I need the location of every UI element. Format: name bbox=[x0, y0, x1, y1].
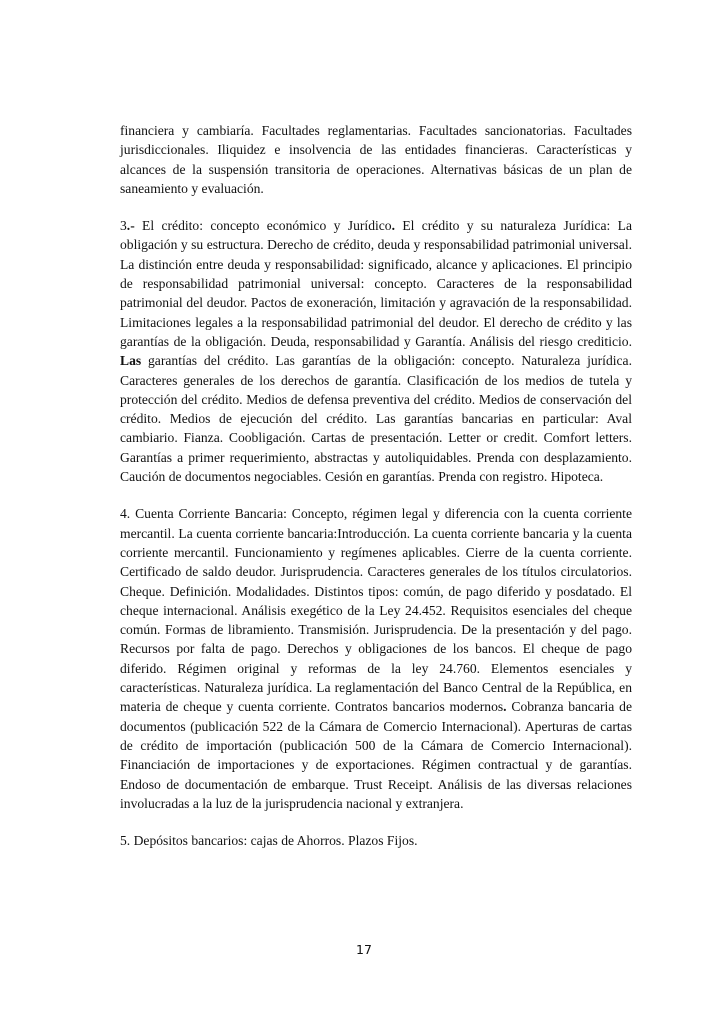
page-number: 17 bbox=[356, 942, 372, 957]
paragraph-section-3 bbox=[120, 216, 632, 486]
section-3-text-continued: garantías del crédito. Las garantías de la obligación: concepto. Naturaleza jurídica. Caracteres generales de los derechos de garantía. Clasificación de los medios de tutela y protección del crédito. Medios de defensa preventiva del crédito. Medios de conservación del crédito. Medios de ejecución del crédito. Las garantías bancarias en particular: Aval cambiario. Fianza. Coobligación. Cartas de presentación. Letter or credit. Comfort letters. Garantías a primer requerimiento, abstractas y autoliquidables. Prenda con desplazamiento. Caución de documentos negociables. Cesión en garantías. Prenda con registro. Hipoteca. bbox=[120, 353, 632, 485]
section-4-text: 4. Cuenta Corriente Bancaria: Concepto, régimen legal y diferencia con la cuenta corriente mercantil. La cuenta corriente bancaria:Introducción. La cuenta corriente bancaria y la cuenta corriente mercantil. Funcionamiento y regímenes aplicables. Cierre de la cuenta corriente. Certificado de saldo deudor. Jurisprudencia. Caracteres generales de los títulos circulatorios. Cheque. Definición. Modalidades. Distintos tipos: común, de pago diferido y posdatado. El cheque internacional. Análisis exegético de la Ley 24.452. Requisitos esenciales del cheque común. Formas de libramiento. Transmisión. Jurisprudencia. De la presentación y del pago. Recursos por falta de pago. Derechos y obligaciones de los bancos. El cheque de pago diferido. Régimen original y reformas de la ley 24.760. Elementos esenciales y características. Naturaleza jurídica. La reglamentación del Banco Central de la República, en materia de cheque y cuenta corriente. Contratos bancarios modernos bbox=[120, 506, 632, 715]
paragraph-continuation: financiera y cambiaría. Facultades reglamentarias. Facultades sancionatorias. Facultades jurisdiccionales. Iliquidez e insolvencia de las entidades financieras. Características y alcances de la suspensión transitoria de operaciones. Alternativas básicas de un plan de saneamiento y evaluación. bbox=[120, 123, 632, 196]
section-4-bold-dot: . bbox=[503, 699, 507, 715]
section-3-heading-dot: . bbox=[391, 218, 395, 234]
section-3-heading: El crédito: concepto económico y Jurídico bbox=[134, 218, 392, 234]
section-3-text: El crédito y su naturaleza Jurídica: La obligación y su estructura. Derecho de crédito, deuda y responsabilidad patrimonial universal. La distinción entre deuda y responsabilidad: significado, alcance y aplicaciones. El principio de responsabilidad patrimonial universal: concepto. Caracteres de la responsabilidad patrimonial del deudor. Pactos de exoneración, limitación y agravación de la responsabilidad. Limitaciones legales a la responsabilidad patrimonial del deudor. El derecho de crédito y las garantías de la obligación. Deuda, responsabilidad y Garantía. Análisis del riesgo crediticio. bbox=[120, 218, 632, 349]
section-3-bold-word: Las bbox=[120, 353, 142, 369]
section-3-number: 3 bbox=[120, 218, 127, 234]
paragraph-section-5: 5. Depósitos bancarios: cajas de Ahorros. Plazos Fijos. bbox=[120, 833, 418, 849]
section-3-separator: .- bbox=[126, 218, 135, 234]
page-body bbox=[120, 121, 632, 850]
section-4-text-continued: Cobranza bancaria de documentos (publicación 522 de la Cámara de Comercio Internacional). Aperturas de cartas de crédito de importación (publicación 500 de la Cámara de Comercio Internacional). Financiación de importaciones y de exportaciones. Régimen contractual y de garantías. Endoso de documentación de embarque. Trust Receipt. Análisis de las diversas relaciones involucradas a la luz de la jurisprudencia nacional y extranjera. bbox=[120, 699, 632, 811]
paragraph-section-4 bbox=[120, 504, 632, 813]
